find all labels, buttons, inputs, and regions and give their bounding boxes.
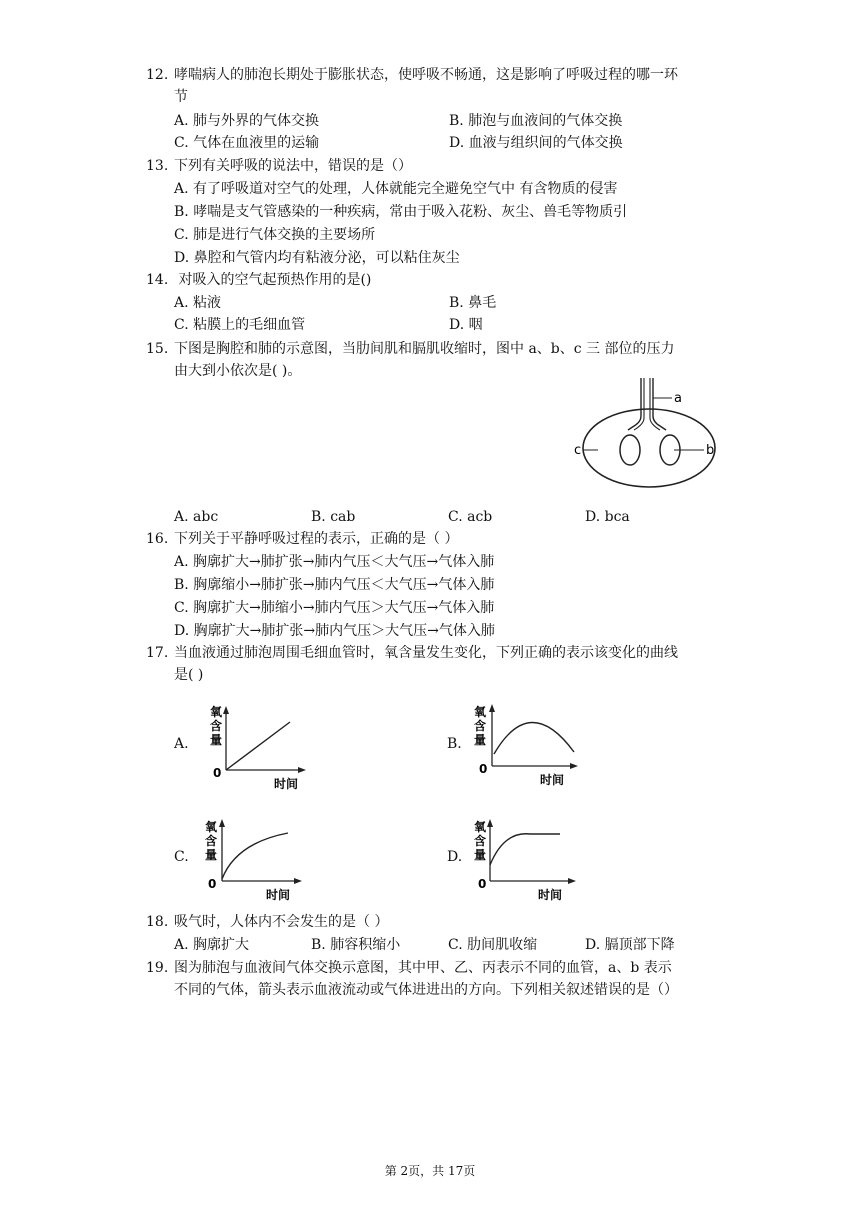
ylabel-char: 氧 — [210, 705, 223, 719]
x-arrow — [298, 767, 306, 773]
question-13 — [146, 155, 726, 177]
option-b-label: B. — [447, 736, 462, 752]
option-c: C. 粘膜上的毛细血管 — [174, 317, 306, 333]
question-18 — [146, 911, 726, 933]
question-number: 19. — [146, 960, 169, 976]
option-a-label: A. — [174, 736, 189, 752]
ylabel-char: 量 — [205, 848, 218, 862]
question-13-option-c: C. 肺是进行气体交换的主要场所 — [174, 227, 376, 243]
origin-label: 0 — [478, 877, 487, 891]
question-stem-continued: 节 — [174, 89, 188, 105]
thorax-lung-diagram — [574, 374, 722, 492]
question-stem: 图为肺泡与血液间气体交换示意图，其中甲、乙、丙表示不同的血管，a、b 表示 — [174, 960, 672, 976]
question-stem: 下列有关呼吸的说法中，错误的是（） — [174, 158, 412, 174]
question-number: 12. — [146, 67, 169, 83]
label-c: c — [574, 443, 582, 458]
ylabel-char: 氧 — [205, 820, 218, 834]
option-b: B. 肺容积缩小 — [311, 937, 401, 953]
question-15-options — [174, 506, 734, 528]
xlabel: 时间 — [538, 888, 563, 902]
question-16-option-d: D. 胸廓扩大→肺扩张→肺内气压＞大气压→气体入肺 — [174, 623, 495, 639]
xlabel: 时间 — [274, 777, 299, 791]
question-stem: 下列关于平静呼吸过程的表示，正确的是（ ） — [174, 531, 459, 547]
trachea-right-wall — [653, 378, 666, 430]
option-a: A. abc — [174, 509, 219, 525]
ylabel-char: 含 — [210, 719, 223, 733]
question-stem-continued: 是( ) — [174, 667, 204, 683]
question-16-option-a: A. 胸廓扩大→肺扩张→肺内气压＜大气压→气体入肺 — [174, 554, 495, 570]
question-19 — [146, 957, 726, 1001]
ylabel-char: 含 — [205, 834, 218, 848]
curve-rise-plateau — [490, 834, 560, 865]
ylabel-char: 氧 — [474, 705, 487, 719]
x-arrow — [294, 878, 302, 884]
question-16-option-b: B. 胸廓缩小→肺扩张→肺内气压＜大气压→气体入肺 — [174, 577, 495, 593]
label-b: b — [706, 443, 715, 458]
graph-a — [200, 700, 310, 792]
graph-c — [200, 815, 310, 907]
xlabel: 时间 — [266, 888, 291, 902]
question-number: 15. — [146, 341, 169, 357]
x-arrow — [568, 878, 576, 884]
ylabel-char: 含 — [474, 719, 487, 733]
option-d: D. 膈顶部下降 — [585, 937, 675, 953]
question-number: 14. — [146, 272, 169, 288]
origin-label: 0 — [479, 762, 488, 776]
option-b: B. 鼻毛 — [449, 295, 497, 311]
question-12 — [146, 64, 726, 108]
question-13-option-b: B. 哮喘是支气管感染的一种疾病，常由于吸入花粉、灰尘、兽毛等物质引 — [174, 204, 628, 220]
option-c: C. acb — [448, 509, 493, 525]
question-stem-continued: 不同的气体，箭头表示血液流动或气体进进出的方向。下列相关叙述错误的是（） — [174, 982, 678, 998]
y-arrow — [219, 819, 225, 827]
question-number: 18. — [146, 914, 169, 930]
question-stem: 下图是胸腔和肺的示意图，当肋间肌和膈肌收缩时，图中 a、b、c 三 部位的压力 — [174, 341, 675, 357]
option-d: D. 血液与组织间的气体交换 — [449, 135, 623, 151]
question-17 — [146, 642, 726, 686]
origin-label: 0 — [208, 877, 217, 891]
ylabel-char: 量 — [474, 733, 487, 747]
question-14-options — [174, 292, 734, 336]
option-c: C. 肋间肌收缩 — [448, 937, 538, 953]
question-18-options — [174, 934, 734, 956]
ylabel-char: 量 — [474, 848, 487, 862]
option-b: B. cab — [311, 509, 356, 525]
ylabel-char: 氧 — [474, 820, 487, 834]
option-d-label: D. — [447, 849, 463, 865]
question-stem: 吸气时，人体内不会发生的是（ ） — [174, 914, 389, 930]
question-stem: 对吸入的空气起预热作用的是() — [174, 272, 372, 288]
label-a: a — [674, 391, 682, 406]
question-16-option-c: C. 胸廓扩大→肺缩小→肺内气压＞大气压→气体入肺 — [174, 600, 495, 616]
y-arrow — [223, 706, 229, 714]
curve-rise-fall — [494, 722, 574, 754]
thoracic-cavity-outline — [583, 409, 715, 487]
question-13-option-a: A. 有了呼吸道对空气的处理，人体就能完全避免空气中 有含物质的侵害 — [174, 181, 618, 197]
question-number: 17. — [146, 645, 169, 661]
x-arrow — [570, 763, 578, 769]
origin-label: 0 — [213, 766, 222, 780]
question-stem-continued: 由大到小依次是( )。 — [174, 363, 302, 379]
option-c-label: C. — [174, 849, 189, 865]
ylabel-char: 量 — [210, 733, 223, 747]
question-13-option-d: D. 鼻腔和气管内均有粘液分泌，可以粘住灰尘 — [174, 250, 460, 266]
option-d: D. 咽 — [449, 317, 483, 333]
page-footer: 第 2页，共 17页 — [384, 1164, 476, 1178]
option-a: A. 胸廓扩大 — [174, 937, 250, 953]
option-c: C. 气体在血液里的运输 — [174, 135, 320, 151]
question-number: 16. — [146, 531, 169, 547]
curve-linear — [226, 722, 290, 770]
graph-d — [470, 815, 582, 907]
xlabel: 时间 — [540, 773, 565, 787]
question-14 — [146, 269, 726, 291]
trachea-left-wall — [628, 378, 641, 430]
question-stem: 当血液通过肺泡周围毛细血管时，氧含量发生变化，下列正确的表示该变化的曲线 — [174, 645, 678, 661]
question-number: 13. — [146, 158, 169, 174]
curve-log-rise — [222, 833, 288, 879]
option-a: A. 粘液 — [174, 295, 222, 311]
graph-b — [470, 700, 582, 792]
left-lung — [620, 435, 640, 465]
ylabel-char: 含 — [474, 834, 487, 848]
option-d: D. bca — [585, 509, 630, 525]
question-12-options — [174, 110, 734, 154]
option-a: A. 肺与外界的气体交换 — [174, 113, 320, 129]
question-stem: 哮喘病人的肺泡长期处于膨胀状态，使呼吸不畅通，这是影响了呼吸过程的哪一环 — [174, 67, 678, 83]
y-arrow — [487, 819, 493, 827]
question-16 — [146, 528, 726, 550]
y-arrow — [489, 704, 495, 712]
option-b: B. 肺泡与血液间的气体交换 — [449, 113, 623, 129]
